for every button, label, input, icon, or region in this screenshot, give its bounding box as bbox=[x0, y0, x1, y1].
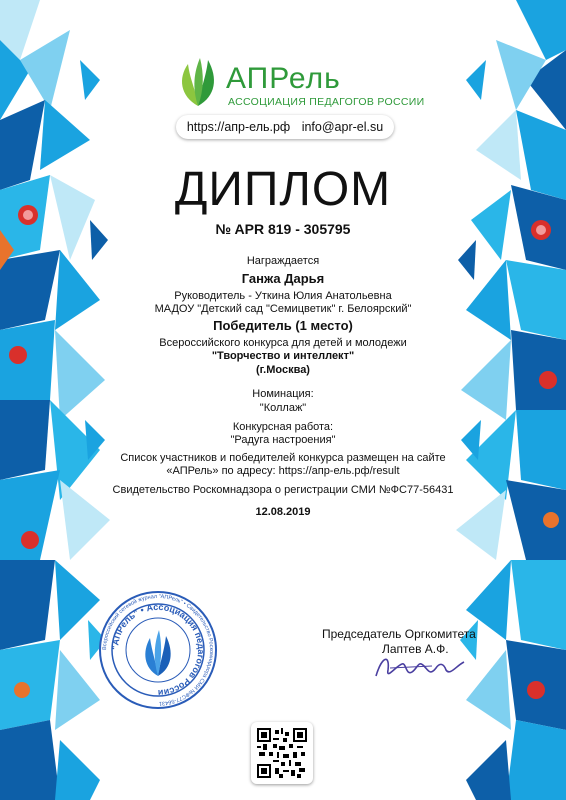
email-link[interactable]: info@apr-el.su bbox=[301, 120, 384, 134]
diploma-title: ДИПЛОМ bbox=[174, 163, 392, 216]
signatory-name: Лаптев А.Ф. bbox=[382, 642, 449, 656]
registration-line: Свидетельство Роскомнадзора о регистрации СМИ №ФС77-56431 bbox=[112, 484, 454, 496]
signature-mark bbox=[372, 646, 468, 686]
contest-name: "Творчество и интеллект" bbox=[211, 350, 355, 362]
supervisor: Руководитель - Уткина Юлия Анатольевна bbox=[174, 290, 392, 302]
official-stamp bbox=[98, 590, 218, 710]
work-value: "Радуга настроения" bbox=[230, 434, 336, 446]
recipient-name: Ганжа Дарья bbox=[241, 271, 325, 286]
place-award: Победитель (1 место) bbox=[213, 318, 353, 333]
awarded-label: Награждается bbox=[246, 255, 320, 267]
contest-city: (г.Москва) bbox=[256, 364, 310, 376]
contest-line: Всероссийского конкурса для детей и молодежи bbox=[159, 337, 407, 349]
org-subtitle: АССОЦИАЦИЯ ПЕДАГОГОВ РОССИИ bbox=[228, 96, 425, 108]
qr-code-icon bbox=[257, 728, 307, 778]
results-line-2: «АПРель» по адресу: https://апр-ель.рф/result bbox=[166, 465, 400, 477]
stamp-inner-text: "АПРель" • Ассоциация педагогов России bbox=[109, 601, 207, 699]
website-link[interactable]: https://апр-ель.рф bbox=[186, 120, 291, 134]
results-line-1: Список участников и победителей конкурса размещен на сайте bbox=[120, 452, 446, 464]
apr-logo bbox=[176, 56, 425, 112]
contacts-bar bbox=[176, 115, 394, 139]
institution: МАДОУ "Детский сад "Семицветик" г. Белоярский" bbox=[154, 303, 412, 315]
nomination-label: Номинация: bbox=[252, 388, 314, 400]
stamp-outer-text: Всероссийский сетевой журнал "АПРель" • Свидетельство Роскомнадзора СМИ №ФС77-56431 bbox=[101, 593, 215, 707]
diploma-date: 12.08.2019 bbox=[255, 506, 311, 518]
qr-code bbox=[251, 722, 313, 784]
leaf-icon bbox=[176, 56, 220, 108]
nomination-value: "Коллаж" bbox=[259, 402, 307, 414]
diploma-number: № APR 819 - 305795 bbox=[215, 221, 351, 237]
work-label: Конкурсная работа: bbox=[232, 421, 334, 433]
signatory-title: Председатель Оргкомитета bbox=[322, 627, 476, 641]
org-name: АПРель bbox=[226, 62, 341, 95]
